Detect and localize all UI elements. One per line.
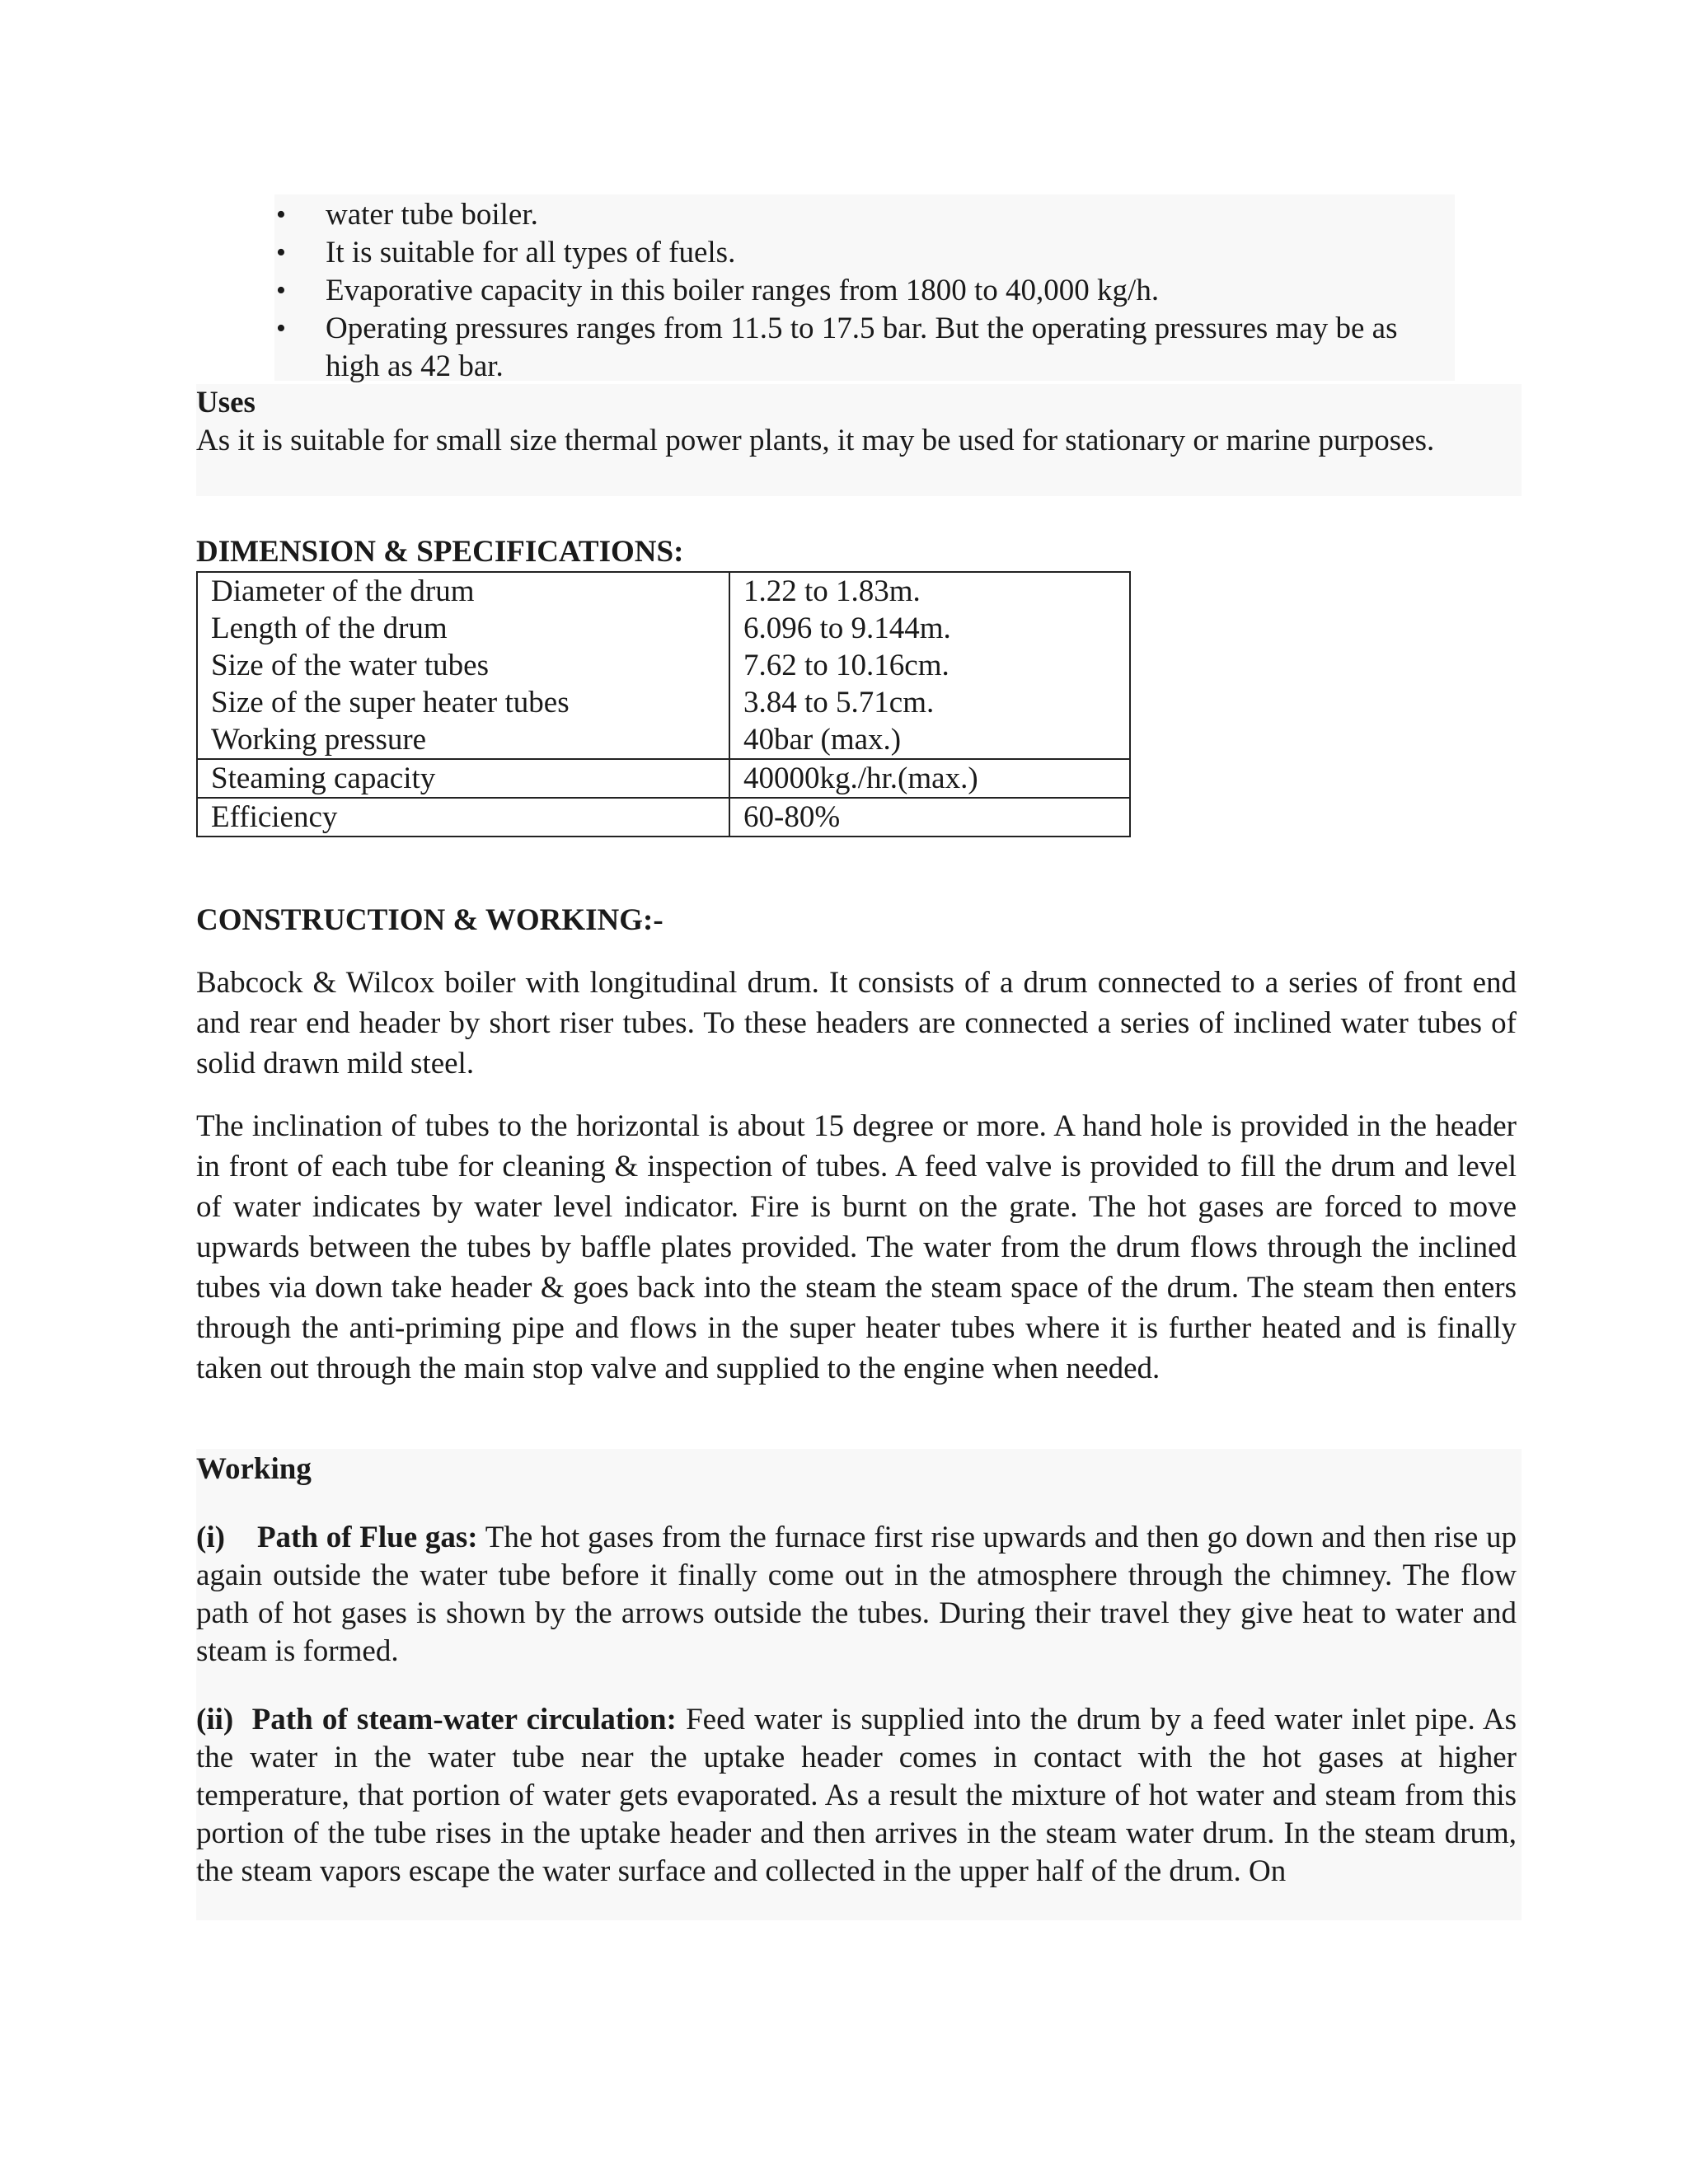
spec-value: 6.096 to 9.144m. [729, 610, 1130, 647]
table-row [197, 610, 1130, 647]
spec-label: Efficiency [197, 798, 729, 837]
construction-paragraph-2: The inclination of tubes to the horizontal is about 15 degree or more. A hand hole is provided in the header in front of each tube for cleaning & inspection of tubes. A feed valve is provided to fill the drum and level of water indicates by water level indicator. Fire is burnt on the grate. The hot gases are forced to move upwards between the tubes by baffle plates provided. The water from the drum flows through the inclined tubes via down take header & goes back into the steam the steam space of the drum. The steam then enters through the anti-priming pipe and flows in the super heater tubes where it is further heated and is finally taken out through the main stop valve and supplied to the engine when needed. [196, 1109, 1517, 1385]
steam-water-paragraph [196, 1701, 1517, 1891]
uses-text: As it is suitable for small size thermal power plants, it may be used for stationary or marine purposes. [196, 424, 1435, 457]
feature-list [274, 196, 1453, 386]
bullet-icon: • [276, 275, 286, 306]
flue-gas-text: The hot gases from the furnace first rise upwards and then go down and then rise up again outside the water tube before it finally come out in the atmosphere through the chimney. The flow path of hot gases is shown by the arrows outside the tubes. During their travel they give heat to water and steam is formed. [196, 1521, 1517, 1668]
spec-label: Size of the super heater tubes [197, 684, 729, 721]
uses-heading: Uses [196, 386, 256, 419]
spec-value: 7.62 to 10.16cm. [729, 647, 1130, 684]
spec-value: 3.84 to 5.71cm. [729, 684, 1130, 721]
flue-gas-number: (i) [196, 1521, 225, 1554]
table-row [197, 759, 1130, 798]
feature-item: • Operating pressures ranges from 11.5 to 17.5 bar. But the operating pressures may be as high as 42 bar. [276, 312, 1398, 383]
feature-item: • water tube boiler. [274, 196, 1453, 234]
flue-gas-title: Path of Flue gas: [256, 1521, 478, 1554]
spec-label: Working pressure [197, 721, 729, 759]
spec-label: Size of the water tubes [197, 647, 729, 684]
flue-gas-paragraph [196, 1519, 1517, 1671]
spec-label: Steaming capacity [197, 759, 729, 798]
spec-label: Length of the drum [197, 610, 729, 647]
spec-value: 40000kg./hr.(max.) [729, 759, 1130, 798]
specs-heading: DIMENSION & SPECIFICATIONS: [196, 535, 684, 569]
construction-paragraph-1: Babcock & Wilcox boiler with longitudinal drum. It consists of a drum connected to a series of front end and rear end header by short riser tubes. To these headers are connected a series of inclined water tubes of solid drawn mild steel. [196, 966, 1517, 1080]
table-row [197, 647, 1130, 684]
steam-water-title: Path of steam-water circulation: [251, 1703, 677, 1736]
steam-water-text: Feed water is supplied into the drum by a feed water inlet pipe. As the water in the water tube near the uptake header comes in contact with the hot gases at higher temperature, that portion of water gets evaporated. As a result the mixture of hot water and steam from this portion of the tube rises in the uptake header and then arrives in the steam water drum. In the steam drum, the steam vapors escape the water surface and collected in the upper half of the drum. On [196, 1703, 1517, 1888]
spec-value: 1.22 to 1.83m. [729, 572, 1130, 610]
feature-item: • Evaporative capacity in this boiler ranges from 1800 to 40,000 kg/h. [274, 272, 1453, 310]
spec-value: 60-80% [729, 798, 1130, 837]
table-row [197, 572, 1130, 610]
table-row [197, 684, 1130, 721]
construction-heading: CONSTRUCTION & WORKING:- [196, 903, 663, 937]
working-heading: Working [196, 1452, 312, 1486]
specifications-table [196, 571, 1131, 837]
spec-value: 40bar (max.) [729, 721, 1130, 759]
feature-item: • It is suitable for all types of fuels. [274, 234, 1453, 272]
bullet-icon: • [276, 199, 286, 230]
steam-water-number: (ii) [196, 1703, 234, 1736]
table-row [197, 721, 1130, 759]
table-row [197, 798, 1130, 837]
bullet-icon: • [276, 237, 286, 268]
spec-label: Diameter of the drum [197, 572, 729, 610]
bullet-icon: • [276, 313, 286, 344]
